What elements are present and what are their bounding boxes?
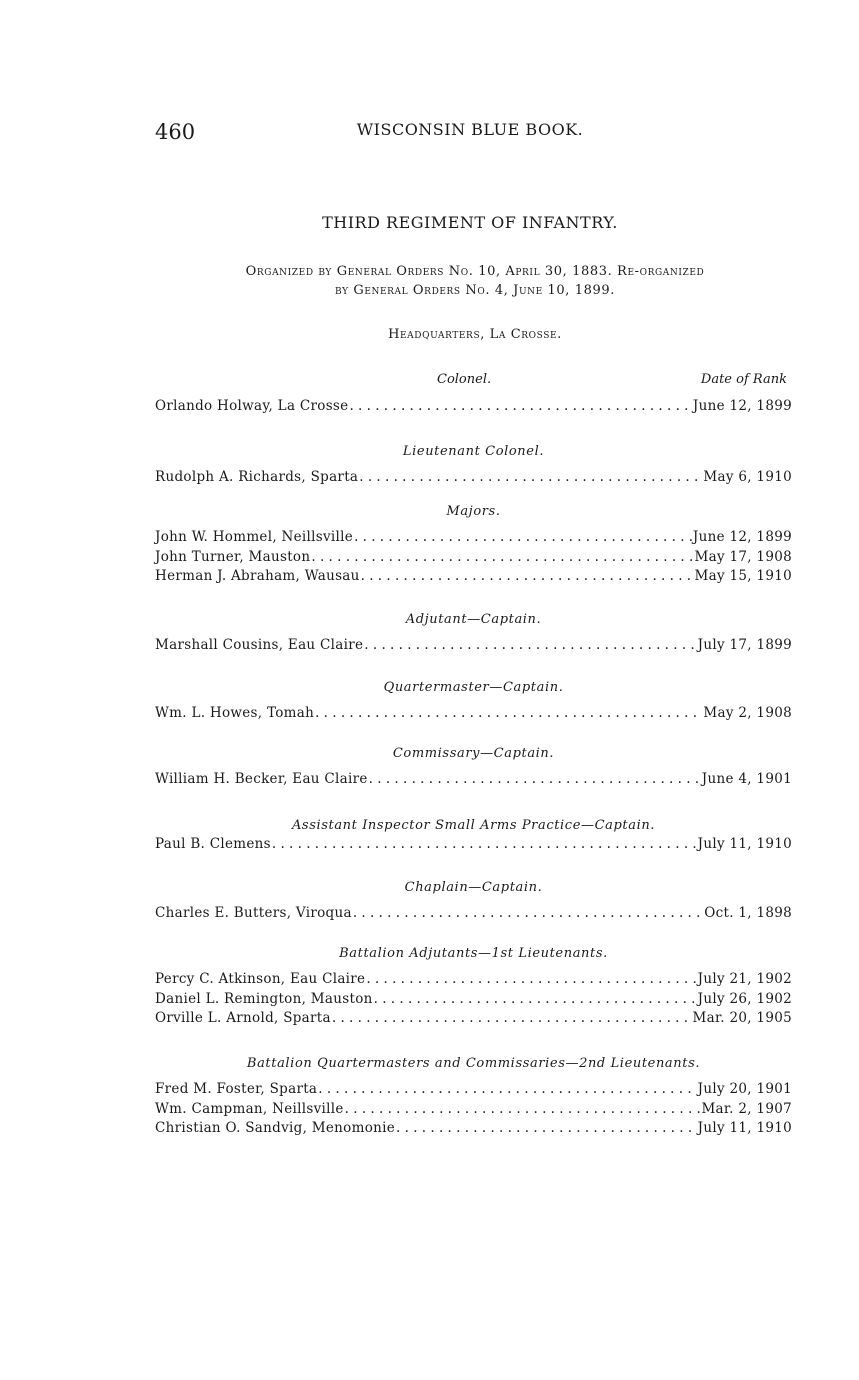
entry-name: Rudolph A. Richards, Sparta <box>155 469 359 485</box>
organization-note <box>160 262 790 300</box>
entry-name: Orlando Holway, La Crosse <box>155 398 349 414</box>
dot-leader <box>374 990 697 1010</box>
entry-name: Fred M. Foster, Sparta <box>155 1081 318 1097</box>
roster-entry <box>155 1100 792 1120</box>
organization-line-1: Organized by General Orders No. 10, April 30, 1883. Re-organized <box>245 264 705 279</box>
entry-date: Mar. 20, 1905 <box>692 1010 792 1026</box>
section-battalion-quartermasters <box>155 1056 792 1139</box>
entry-date: June 12, 1899 <box>692 529 792 545</box>
entry-name: Orville L. Arnold, Sparta <box>155 1010 331 1026</box>
entry-date: July 26, 1902 <box>697 990 792 1007</box>
section-title: Majors. <box>446 504 501 519</box>
section-title: Quartermaster—Captain. <box>383 680 564 695</box>
roster-entry <box>155 970 792 990</box>
entry-date: July 11, 1910 <box>697 1120 792 1136</box>
entry-date: Oct. 1, 1898 <box>704 905 792 921</box>
dot-leader <box>345 1100 701 1120</box>
entry-date: May 17, 1908 <box>694 548 792 565</box>
section-quartermaster <box>155 680 792 724</box>
roster-entry <box>155 704 792 724</box>
section-majors <box>155 504 792 587</box>
roster-entry <box>155 835 792 855</box>
section-commissary <box>155 746 792 790</box>
section-title: Commissary—Captain. <box>392 746 555 761</box>
section-title: Battalion Quartermasters and Commissaries—2nd Lieutenants. <box>246 1056 701 1071</box>
entry-date: May 15, 1910 <box>694 568 792 584</box>
entry-name: Daniel L. Remington, Mauston <box>155 990 373 1007</box>
roster-entry <box>155 1009 792 1029</box>
entry-name: John Turner, Mauston <box>155 548 311 565</box>
date-of-rank-heading: Date of Rank <box>700 372 787 387</box>
roster-entry <box>155 990 792 1010</box>
dot-leader <box>396 1119 697 1139</box>
dot-leader <box>354 528 692 548</box>
entry-name: Wm. L. Howes, Tomah <box>155 705 315 721</box>
entry-name: Christian O. Sandvig, Menomonie <box>155 1120 396 1136</box>
dot-leader <box>315 704 702 724</box>
entry-name: Percy C. Atkinson, Eau Claire <box>155 971 366 987</box>
entry-name: William H. Becker, Eau Claire <box>155 771 368 787</box>
roster-entry <box>155 1119 792 1139</box>
entry-name: Wm. Campman, Neillsville <box>155 1100 344 1117</box>
page-title: THIRD REGIMENT OF INFANTRY. <box>322 213 618 232</box>
colonel-heading: Colonel. <box>437 372 492 387</box>
roster-entry <box>155 1080 792 1100</box>
section-lieutenant-colonel <box>155 444 792 488</box>
entry-name: Marshall Cousins, Eau Claire <box>155 637 364 653</box>
entry-date: July 11, 1910 <box>697 836 792 852</box>
section-inspector <box>155 818 792 855</box>
running-head: WISCONSIN BLUE BOOK. <box>356 120 584 139</box>
dot-leader <box>332 1009 692 1029</box>
section-adjutant <box>155 612 792 656</box>
roster-entry <box>155 636 792 656</box>
dot-leader <box>364 636 696 656</box>
entry-name: Charles E. Butters, Viroqua <box>155 905 352 921</box>
section-title: Chaplain—Captain. <box>404 880 543 895</box>
entry-date: June 4, 1901 <box>701 771 792 787</box>
entry-date: May 6, 1910 <box>703 469 792 485</box>
dot-leader <box>318 1080 696 1100</box>
dot-leader <box>369 770 701 790</box>
entry-date: May 2, 1908 <box>703 705 792 721</box>
entry-date: July 20, 1901 <box>697 1081 792 1097</box>
entry-name: Herman J. Abraham, Wausau <box>155 568 360 584</box>
entry-date: June 12, 1899 <box>692 398 792 414</box>
dot-leader <box>361 567 694 587</box>
section-chaplain <box>155 880 792 924</box>
dot-leader <box>359 468 702 488</box>
section-colonel <box>155 397 792 417</box>
entry-date: July 21, 1902 <box>697 971 792 987</box>
entry-name: John W. Hommel, Neillsville <box>155 529 354 545</box>
roster-entry <box>155 397 792 417</box>
organization-line-2: by General Orders No. 4, June 10, 1899. <box>335 283 615 298</box>
section-title: Lieutenant Colonel. <box>402 444 545 459</box>
roster-entry <box>155 904 792 924</box>
entry-date: Mar. 2, 1907 <box>701 1100 792 1117</box>
dot-leader <box>349 397 691 417</box>
page-number: 460 <box>155 120 196 144</box>
roster-entry <box>155 770 792 790</box>
entry-date: July 17, 1899 <box>697 637 792 653</box>
headquarters: Headquarters, La Crosse. <box>388 327 562 342</box>
section-title: Adjutant—Captain. <box>405 612 542 627</box>
roster-entry <box>155 468 792 488</box>
roster-entry <box>155 567 792 587</box>
dot-leader <box>311 548 693 568</box>
section-title: Assistant Inspector Small Arms Practice—Captain. <box>291 818 656 833</box>
dot-leader <box>353 904 703 924</box>
roster-entry <box>155 528 792 548</box>
section-battalion-adjutants <box>155 946 792 1029</box>
section-title: Battalion Adjutants—1st Lieutenants. <box>339 946 608 961</box>
entry-name: Paul B. Clemens <box>155 836 271 852</box>
dot-leader <box>272 835 697 855</box>
dot-leader <box>366 970 696 990</box>
roster-entry <box>155 548 792 568</box>
